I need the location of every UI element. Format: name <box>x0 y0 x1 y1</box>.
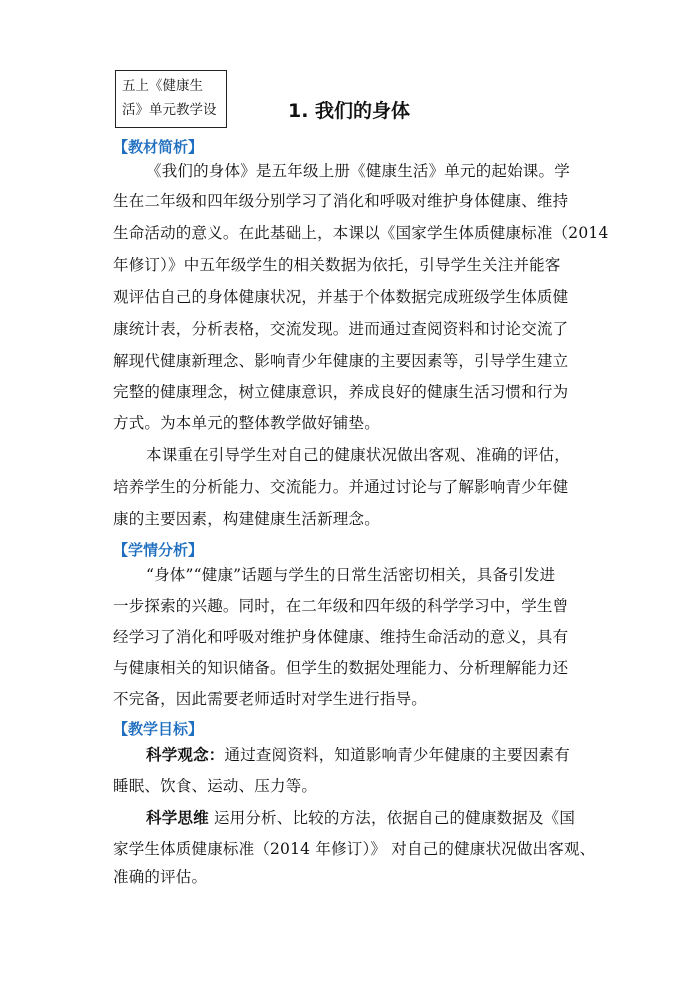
goal-science-thinking <box>146 806 575 828</box>
goal-label: 科学观念： <box>146 746 225 764</box>
paragraph-line: 家学生体质健康标准（2014 年修订）》 对自己的健康状况做出客观、 <box>113 840 596 858</box>
paragraph-line: 生在二年级和四年级分别学习了消化和呼吸对维护身体健康、维持 <box>113 192 569 210</box>
paragraph-line: 生命活动的意义。在此基础上，本课以《国家学生体质健康标准（2014 <box>113 224 609 242</box>
unit-tag-line-2: 活》单元教学设 <box>122 102 217 118</box>
unit-tag-line-1: 五上《健康生 <box>122 78 203 94</box>
paragraph-line: 睡眠、饮食、运动、压力等。 <box>113 777 318 795</box>
paragraph-line: “身体”“健康”话题与学生的日常生活密切相关，具备引发进 <box>146 566 556 584</box>
paragraph-line: 经学习了消化和呼吸对维护身体健康、维持生命活动的意义，具有 <box>113 628 569 646</box>
section-heading-textbook-analysis: 【教材简析】 <box>113 138 204 156</box>
paragraph-line: 一步探索的兴趣。同时，在二年级和四年级的科学学习中，学生曾 <box>113 597 569 615</box>
paragraph-line: 完整的健康理念，树立健康意识，养成良好的健康生活习惯和行为 <box>113 383 569 401</box>
goal-label: 科学思维 <box>146 809 209 827</box>
paragraph-line: 培养学生的分析能力、交流能力。并通过讨论与了解影响青少年健 <box>113 478 569 496</box>
paragraph-line: 观评估自己的身体健康状况，并基于个体数据完成班级学生体质健 <box>113 288 569 306</box>
goal-science-concept <box>146 743 570 765</box>
paragraph-line: 不完备，因此需要老师适时对学生进行指导。 <box>113 690 428 708</box>
paragraph-line: 年修订）》中五年级学生的相关数据为依托，引导学生关注并能客 <box>113 256 561 274</box>
section-heading-student-analysis: 【学情分析】 <box>113 541 204 559</box>
section-heading-teaching-goals: 【教学目标】 <box>113 720 204 738</box>
paragraph-line: 本课重在引导学生对自己的健康状况做出客观、准确的评估， <box>146 446 570 464</box>
paragraph-line: 与健康相关的知识储备。但学生的数据处理能力、分析理解能力还 <box>113 659 569 677</box>
paragraph-line: 方式。为本单元的整体教学做好铺垫。 <box>113 414 380 432</box>
unit-tag-box <box>115 70 227 128</box>
goal-text: 通过查阅资料，知道影响青少年健康的主要因素有 <box>224 746 570 764</box>
paragraph-line: 解现代健康新理念、影响青少年健康的主要因素等，引导学生建立 <box>113 352 569 370</box>
paragraph-line: 准确的评估。 <box>113 868 208 886</box>
lesson-title: 1. 我们的身体 <box>288 100 411 122</box>
paragraph-line: 《我们的身体》是五年级上册《健康生活》单元的起始课。学 <box>146 162 570 180</box>
paragraph-line: 康统计表，分析表格，交流发现。进而通过查阅资料和讨论交流了 <box>113 320 569 338</box>
paragraph-line: 康的主要因素，构建健康生活新理念。 <box>113 510 380 528</box>
goal-text: 运用分析、比较的方法，依据自己的健康数据及《国 <box>213 809 576 827</box>
